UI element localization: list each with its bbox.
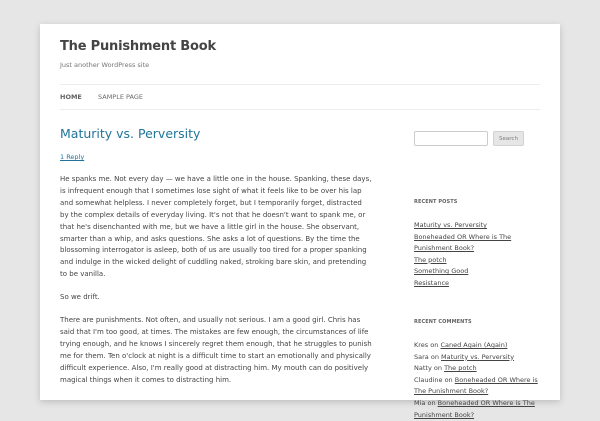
list-item [414, 266, 540, 278]
post-paragraph: There are punishments. Not often, and usually not serious. I am a good girl. Chris has said that I'm too good, at times. The mistakes are few enough, the circumstances of life trying enough, and he knows I sincerely regret them enough, that he struggles to punish me for them. Ten o'clock at night is a difficult time to start an emotionally and physically difficult experience. Also, I'm really good at distracting him. My mouth can do positively magical things when it comes to distracting him. [60, 316, 372, 384]
reply-link[interactable]: 1 Reply [60, 153, 85, 161]
nav-item-sample-page[interactable]: SAMPLE PAGE [98, 93, 143, 101]
comment-author: Natty [414, 364, 432, 373]
main-content [60, 126, 372, 398]
list-item [414, 278, 540, 290]
post-title[interactable]: Maturity vs. Perversity [60, 126, 201, 141]
list-item [414, 340, 540, 352]
comment-on: on [430, 352, 439, 361]
list-item [414, 375, 540, 398]
post-paragraph: He spanks me. Not every day — we have a little one in the house. Spanking, these days, is infrequent enough that I sometimes lose sight of what it feels like to be over his lap and somewhat helpless. I never completely forget, but I temporarily forget, distracted by the complex details of everyday living. It's not that he doesn't want to spank me, or that he's disenchanted with me, but we have a little girl in the house. She observant, smarter than a whip, and asks questions. She asks a lot of questions. By the time the blossoming interrogator is asleep, both of us are usually too tired for a proper spanking and indulge in the wicked delight of cuddling naked, stroking bare skin, and pretending to be vanilla. [60, 175, 372, 279]
comment-on: on [433, 364, 442, 373]
search-button[interactable]: Search [493, 131, 524, 146]
recent-post-link[interactable]: Resistance [414, 278, 450, 287]
recent-post-link[interactable]: Maturity vs. Perversity [414, 221, 488, 229]
comment-post-link[interactable]: Boneheaded OR Where is The Punishment Book? [414, 398, 535, 419]
search-input[interactable] [414, 131, 488, 146]
comment-author: Mia [414, 398, 426, 407]
search-form [414, 131, 540, 147]
page-container [40, 24, 560, 419]
list-item [414, 398, 540, 421]
comment-post-link[interactable]: The potch [444, 364, 477, 373]
list-item [414, 232, 540, 255]
main-navigation [60, 84, 540, 110]
comment-post-link[interactable]: Caned Again (Again) [440, 341, 508, 349]
comment-post-link[interactable]: Maturity vs. Perversity [441, 352, 515, 361]
comment-on: on [444, 375, 453, 384]
list-item [414, 255, 540, 267]
recent-post-link[interactable]: Boneheaded OR Where is The Punishment Book? [414, 232, 512, 253]
recent-post-link[interactable]: Something Good [414, 267, 469, 276]
recent-posts-widget [414, 199, 540, 290]
list-item [414, 363, 540, 375]
site-description: Just another WordPress site [60, 61, 150, 69]
comment-author: Claudine [414, 375, 443, 384]
recent-posts-list [414, 220, 540, 290]
post-paragraph: So we drift. [60, 293, 100, 302]
recent-posts-title: RECENT POSTS [414, 199, 458, 205]
comment-author: Sara [414, 352, 429, 361]
comment-on: on [430, 341, 439, 349]
recent-comments-title: RECENT COMMENTS [414, 319, 472, 325]
recent-comments-widget [414, 319, 540, 421]
list-item [414, 220, 540, 232]
site-title[interactable]: The Punishment Book [60, 39, 216, 54]
comment-post-link[interactable]: Boneheaded OR Where is The Punishment Book? [414, 375, 538, 396]
sidebar [414, 131, 540, 419]
nav-item-home[interactable]: HOME [60, 93, 82, 101]
recent-comments-list [414, 340, 540, 421]
post-body [60, 174, 372, 387]
comment-on: on [427, 398, 436, 407]
comment-author: Kres [414, 341, 429, 349]
recent-post-link[interactable]: The potch [414, 255, 447, 264]
list-item [414, 352, 540, 364]
